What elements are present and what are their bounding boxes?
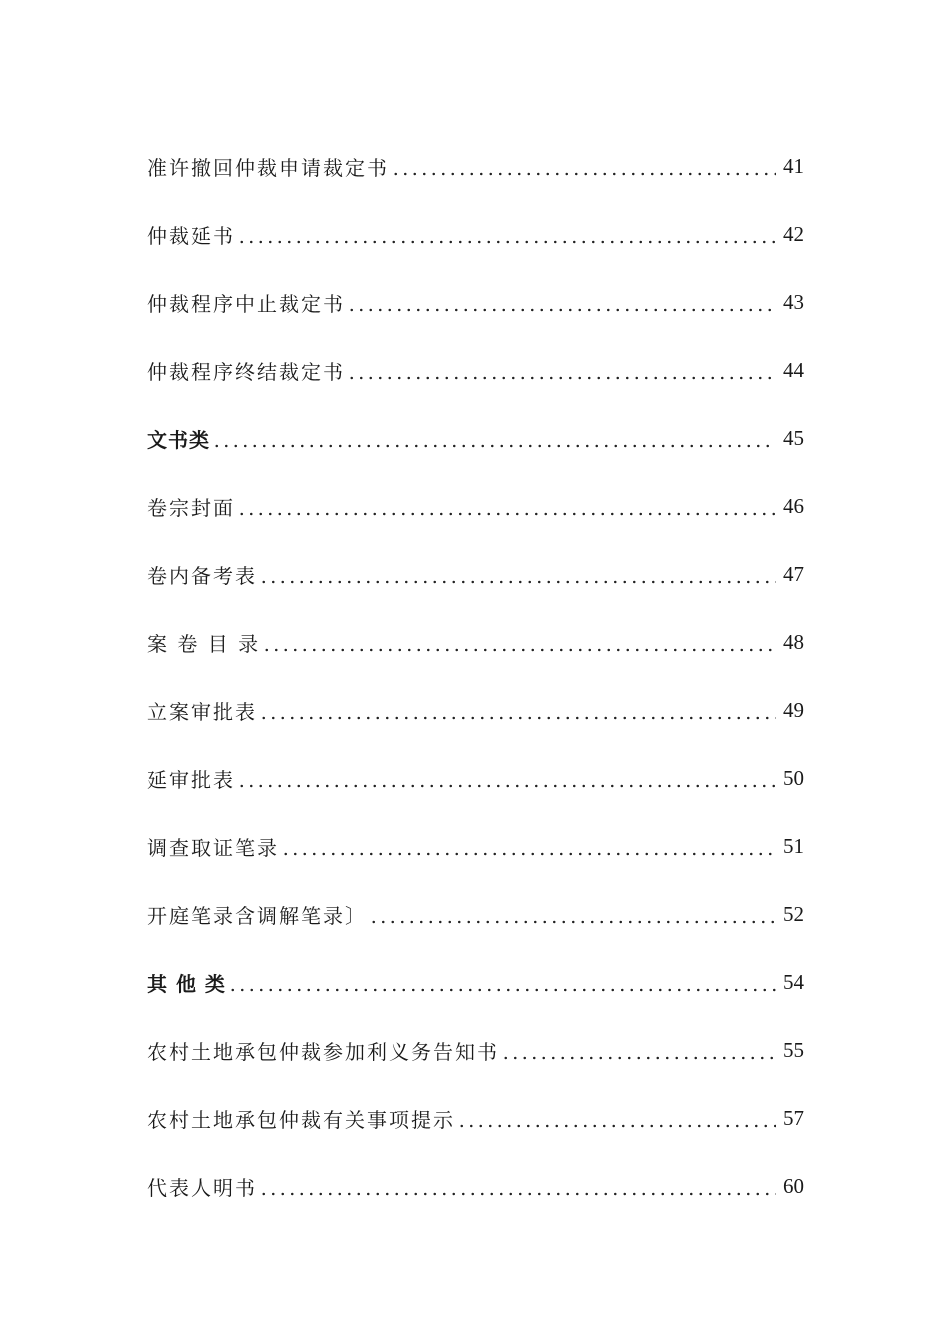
toc-entry[interactable] xyxy=(147,1084,804,1152)
dot-leader xyxy=(501,1040,776,1060)
toc-entry-title: 案 卷 目 录 xyxy=(147,631,261,656)
dot-leader xyxy=(391,156,776,176)
toc-page-number: 43 xyxy=(783,289,804,314)
toc-entry[interactable] xyxy=(147,812,804,880)
toc-page-number: 54 xyxy=(783,969,804,994)
toc-page-number: 41 xyxy=(783,153,804,178)
dot-leader xyxy=(259,564,776,584)
toc-page-number: 45 xyxy=(783,425,804,450)
dot-leader xyxy=(347,360,776,380)
toc-entry-title: 文书类 xyxy=(147,427,210,452)
dot-leader xyxy=(228,972,776,992)
toc-entry[interactable] xyxy=(147,880,804,948)
table-of-contents xyxy=(147,132,804,1220)
toc-entry-title: 立案审批表 xyxy=(147,699,257,724)
dot-leader xyxy=(347,292,776,312)
toc-entry[interactable] xyxy=(147,472,804,540)
toc-entry[interactable] xyxy=(147,608,804,676)
toc-page-number: 60 xyxy=(783,1173,804,1198)
toc-entry-title: 农村土地承包仲裁有关事项提示 xyxy=(147,1107,455,1132)
toc-page-number: 42 xyxy=(783,221,804,246)
toc-entry[interactable] xyxy=(147,1152,804,1220)
toc-entry-title: 代表人明书 xyxy=(147,1175,257,1200)
dot-leader xyxy=(457,1108,776,1128)
toc-entry[interactable] xyxy=(147,744,804,812)
toc-page-number: 50 xyxy=(783,765,804,790)
toc-page-number: 51 xyxy=(783,833,804,858)
toc-page-number: 46 xyxy=(783,493,804,518)
toc-section-heading[interactable] xyxy=(147,948,804,1016)
toc-entry[interactable] xyxy=(147,540,804,608)
toc-entry[interactable] xyxy=(147,132,804,200)
toc-entry[interactable] xyxy=(147,1016,804,1084)
toc-section-heading[interactable] xyxy=(147,404,804,472)
dot-leader xyxy=(212,428,776,448)
dot-leader xyxy=(259,1176,776,1196)
toc-entry-title: 其 他 类 xyxy=(147,971,226,996)
dot-leader xyxy=(369,904,776,924)
toc-entry[interactable] xyxy=(147,200,804,268)
toc-entry-title: 准许撤回仲裁申请裁定书 xyxy=(147,155,389,180)
dot-leader xyxy=(262,632,776,652)
toc-page-number: 52 xyxy=(783,901,804,926)
toc-entry[interactable] xyxy=(147,268,804,336)
toc-entry-title: 调查取证笔录 xyxy=(147,835,279,860)
toc-page-number: 55 xyxy=(783,1037,804,1062)
dot-leader xyxy=(237,224,776,244)
toc-entry[interactable] xyxy=(147,676,804,744)
toc-page-number: 49 xyxy=(783,697,804,722)
toc-page-number: 44 xyxy=(783,357,804,382)
toc-entry-title: 卷宗封面 xyxy=(147,495,235,520)
dot-leader xyxy=(237,496,776,516)
dot-leader xyxy=(259,700,776,720)
toc-entry-title: 仲裁程序终结裁定书 xyxy=(147,359,345,384)
toc-page-number: 57 xyxy=(783,1105,804,1130)
toc-entry-title: 开庭笔录含调解笔录〕 xyxy=(147,903,367,928)
toc-entry-title: 仲裁程序中止裁定书 xyxy=(147,291,345,316)
dot-leader xyxy=(281,836,776,856)
dot-leader xyxy=(237,768,776,788)
toc-entry-title: 延审批表 xyxy=(147,767,235,792)
toc-entry[interactable] xyxy=(147,336,804,404)
toc-page-number: 47 xyxy=(783,561,804,586)
toc-entry-title: 卷内备考表 xyxy=(147,563,257,588)
toc-page-number: 48 xyxy=(783,629,804,654)
toc-entry-title: 仲裁延书 xyxy=(147,223,235,248)
toc-entry-title: 农村土地承包仲裁参加利义务告知书 xyxy=(147,1039,499,1064)
